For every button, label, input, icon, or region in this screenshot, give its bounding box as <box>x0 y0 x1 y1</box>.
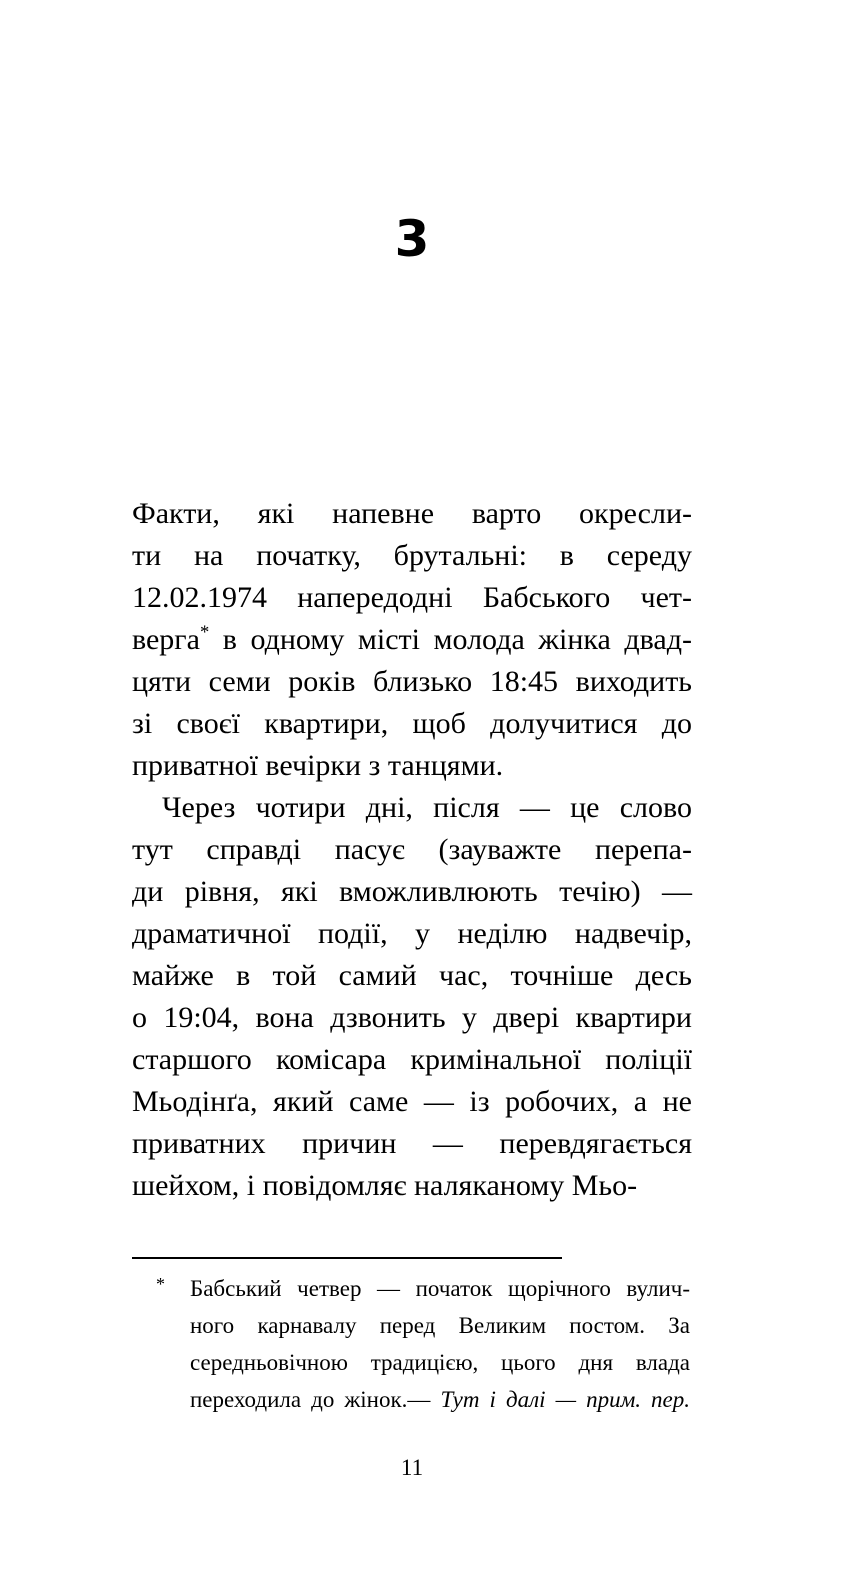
body-line: ди рівня, які вможливлюють течію) — <box>132 875 692 908</box>
body-line: шейхом, і повідомляє наляканому Мьо- <box>132 1169 638 1202</box>
footnote-asterisk: * <box>156 1274 165 1294</box>
paragraph-1 <box>132 493 692 787</box>
footnote-reference-marker: * <box>199 622 210 643</box>
body-line-text: в одному місті молода жінка двад- <box>209 623 692 656</box>
body-line: старшого комісара кримінальної поліції <box>132 1043 692 1076</box>
body-line: цяти семи років близько 18:45 виходить <box>132 665 692 698</box>
body-line: зі своєї квартири, щоб долучитися до <box>132 707 692 740</box>
footnote-line-text: переходила до жінок.— <box>190 1387 441 1412</box>
body-line: приватної вечірки з танцями. <box>132 749 504 782</box>
footnote-line: середньовічною традицією, цього дня влада <box>190 1350 690 1375</box>
body-line: о 19:04, вона дзвонить у двері квартири <box>132 1001 692 1034</box>
body-text <box>132 493 692 1207</box>
body-line: приватних причин — перевдягається <box>132 1127 692 1160</box>
footnote-line: Бабський четвер — початок щорічного вулич- <box>190 1276 690 1301</box>
chapter-number: 3 <box>394 210 430 268</box>
body-line: майже в той самий час, точніше десь <box>132 959 692 992</box>
body-line: Факти, які напевне варто окресли- <box>132 497 692 530</box>
body-line: Через чотири дні, після — це слово <box>162 791 692 824</box>
body-line: драматичної події, у неділю надвечір, <box>132 917 692 950</box>
body-line-text: верга <box>132 623 200 656</box>
paragraph-2 <box>132 787 692 1207</box>
body-line-with-footnote-marker <box>132 619 692 661</box>
footnote-line <box>190 1381 690 1418</box>
footnote-line: ного карнавалу перед Великим постом. За <box>190 1313 690 1338</box>
page-number: 11 <box>400 1455 424 1480</box>
footnote-translator-note: Тут і далі — прим. пер. <box>440 1387 691 1412</box>
body-line: ти на початку, брутальні: в середу <box>132 539 692 572</box>
body-line: Мьодінґа, який саме — із робочих, а не <box>132 1085 692 1118</box>
body-line: тут справді пасує (зауважте перепа- <box>132 833 692 866</box>
body-line: 12.02.1974 напередодні Бабського чет- <box>132 581 692 614</box>
footnote-rule <box>132 1257 562 1259</box>
footnote <box>156 1270 691 1418</box>
